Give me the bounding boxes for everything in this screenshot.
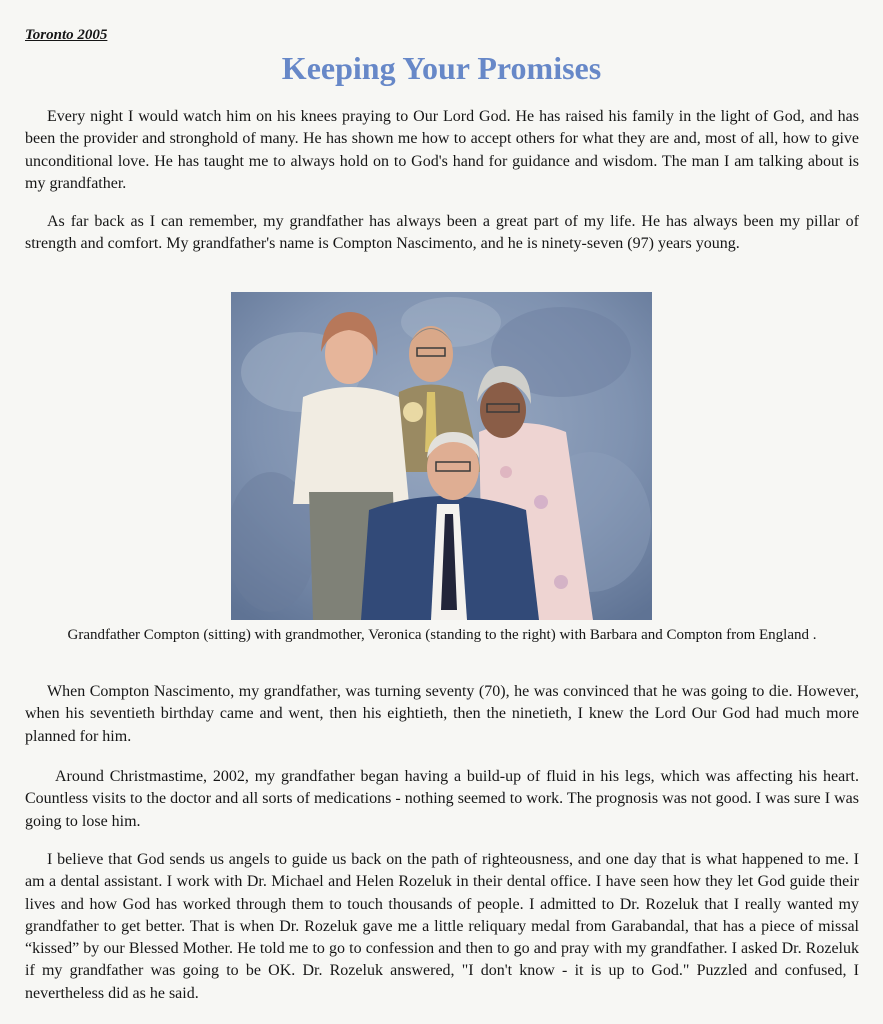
paragraph-5: I believe that God sends us angels to guide us back on the path of righteousness, and one day that is what happened to me. I am a dental assistant. I work with Dr. Michael and Helen Rozeluk in their dental office. I have seen how they let God guide their lives and how God has worked through them to touch thousands of people. I admitted to Dr. Rozeluk that I really wanted my grandfather to get better. That is when Dr. Rozeluk gave me a little reliquary medal from Garabandal, that has a piece of missal “kissed” by our Blessed Mother. He told me to go to confession and then to go and pray with my grandfather. I asked Dr. Rozeluk if my grandfather was going to be OK. Dr. Rozeluk answered, "I don't know - it is up to God." Puzzled and confused, I nevertheless did as he said.	[25, 851, 859, 1002]
family-photo	[231, 292, 652, 620]
paragraph-3: When Compton Nascimento, my grandfather, was turning seventy (70), he was convinced that he was going to die. However, when his seventieth birthday came and went, then his eightieth, then the ninetieth, I knew the Lord Our God had much more planned for him.	[25, 683, 859, 745]
photo-caption: Grandfather Compton (sitting) with grandmother, Veronica (standing to the right) with Barbara and Compton from England .	[67, 627, 817, 643]
paragraph-1: Every night I would watch him on his knees praying to Our Lord God. He has raised his family in the light of God, and has been the provider and stronghold of many. He has shown me how to accept others for what they are and, most of all, how to give unconditional love. He has taught me to always hold on to God's hand for guidance and wisdom. The man I am talking about is my grandfather.	[25, 108, 859, 192]
paragraph-4: Around Christmastime, 2002, my grandfather began having a build-up of fluid in his legs, which was affecting his heart. Countless visits to the doctor and all sorts of medications - nothing seemed to work. The prognosis was not good. I was sure I was going to lose him.	[25, 768, 859, 830]
location-date: Toronto 2005	[25, 27, 108, 43]
page-title: Keeping Your Promises	[281, 50, 602, 86]
paragraph-2: As far back as I can remember, my grandfather has always been a great part of my life. He has always been my pillar of strength and comfort. My grandfather's name is Compton Nascimento, and he is ninety-seven (97) years young.	[25, 213, 859, 253]
